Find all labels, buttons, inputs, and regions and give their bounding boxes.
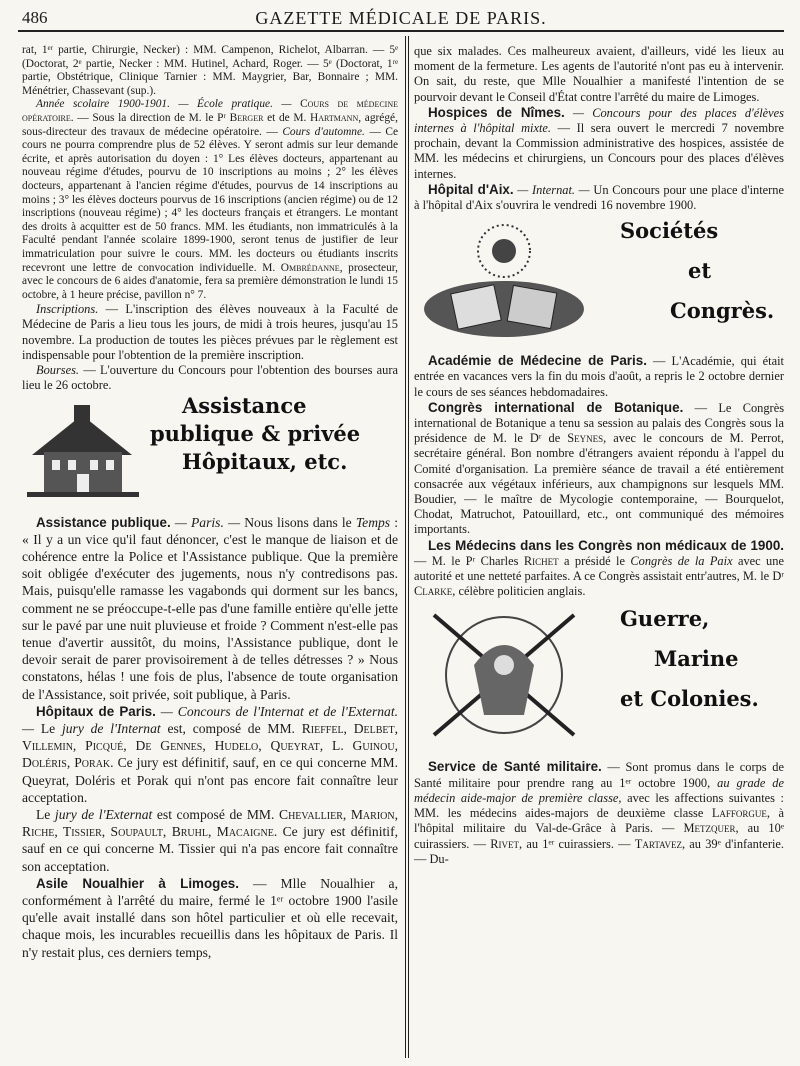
paragraph: Hôpital d'Aix. — Internat. — Un Concours pour une place d'interne à l'hôpital d'Aix s'ouvrira le vendredi 16 novembre 1900.: [414, 181, 784, 213]
paragraph: Service de Santé militaire. — Sont promus dans le corps de Santé militaire pour prendre rang au 1ᵉʳ octobre 1900, au grade de médecin aide-major de première classe, avec les affections suivantes : MM. les médecins aides-majors de deuxième classe Lafforgue, à l'hôpital militaire du Val-de-Grâce à Paris. — Metzquer, au 10ᵉ cuirassiers. — Rivet, au 1ᵉʳ cuirassiers. — Tartavez, au 39ᵉ d'infanterie. — Du-: [414, 759, 785, 866]
section-banner-assistance: [22, 392, 398, 510]
left-column: [22, 44, 398, 961]
paragraph: Asile Noualhier à Limoges. — Mlle Noualhier a, conformément à l'arrêté du maire, fermé le 1ᵉʳ octobre 1900 l'asile qu'elle avait installé dans son hôtel particulier et où elle recevait, chaque mois, les incurables recueillis dans les hôpitaux de Paris. Il n'y restait plus, ces derniers temps,: [22, 875, 398, 960]
paragraph: Assistance publique. — Paris. — Nous lisons dans le Temps : « Il y a un vice qu'il faut dénoncer, c'est le manque de liaison et de cohérence entre la Police et l'Assistance publique. Que la première soit obligée d'exécuter des jugements, nous n'y contredisons pas. Mais, puisqu'elle ramasse les vagabonds qui dorment sur les bancs, comment ne se préoccupe-t-elle pas d'une famille entière qu'elle jette sur le pavé par une nuit pluvieuse et froide ? Comment n'est-elle pas tenue d'avertir aussitôt, du moins, l'Assistance publique, dont le devoir serait de parer provisoirement à de telles détresses ? » Nous constatons, hélas ! une fois de plus, l'absence de toute organisation de l'Assistance, soit privée, soit publique, à Paris.: [22, 514, 398, 702]
paragraph: Le jury de l'Externat est composé de MM. Chevallier, Marion, Riche, Tissier, Soupault, Bruhl, Macaigne. Ce jury est définitif, sauf en ce qui concerne M. Tissier qui n'a pas encore fait connaître son acceptation.: [22, 806, 398, 874]
page-number: 486: [22, 8, 48, 27]
paragraph: Bourses. — L'ouverture du Concours pour l'obtention des bourses aura lieu le 26 octobre.: [22, 363, 398, 393]
column-rule: [408, 36, 409, 1058]
page-header: [18, 6, 784, 32]
paragraph: Hospices de Nîmes. — Concours pour des places d'élèves internes à l'hôpital mixte. — Il sera ouvert le mercredi 7 novembre prochain, devant la Commission administrative des hospices, assistée de MM. les médecins et chirurgiens, un Concours pour des places d'élèves internes.: [414, 104, 784, 181]
banner-title: publique & privée: [150, 420, 361, 446]
journal-title: GAZETTE MÉDICALE DE PARIS.: [255, 8, 547, 28]
column-rule: [405, 36, 406, 1058]
books-emblem-icon: [414, 219, 594, 347]
hospital-building-icon: [22, 400, 142, 500]
banner-title: Hôpitaux, etc.: [182, 448, 348, 474]
paragraph: Congrès international de Botanique. — Le Congrès international de Botanique a tenu sa session au palais des Congrès sous la présidence de M. le Dʳ de Seynes, avec le concours de M. Perrot, secrétaire général. Bon nombre d'étrangers avaient répondu à l'appel du Comité d'organisation. La première séance de travail a été entièrement consacrée aux végétaux inférieurs, aux champignons sur lesquels MM. Boudier, — le maître de Mycologie contemporaine, — Bourquelot, Chodat, Matruchot, Patouillard, etc., ont communiqué des mémoires importants.: [414, 399, 785, 537]
banner-title: Marine: [654, 646, 739, 672]
paragraph: Inscriptions. — L'inscription des élèves nouveaux à la Faculté de Médecine de Paris a lieu tous les jours, de midi à trois heures, jusqu'au 15 novembre. La production de toutes les pièces prévues par le règlement est indispensable pour l'obtention de la première inscription.: [22, 302, 398, 362]
section-banner-guerre: [414, 605, 784, 755]
paragraph: Hôpitaux de Paris. — Concours de l'Internat et de l'Externat. — Le jury de l'Internat est, composé de MM. Rieffel, Delbet, Villemin, Picqué, De Gennes, Hudelo, Queyrat, L. Guinou, Doléris, Porak. Ce jury est définitif, sauf, en ce qui concerne MM. Queyrat, Doléris et Porak qui n'ont pas encore fait connaître leur acceptation.: [22, 703, 399, 805]
military-trophy-icon: [414, 605, 604, 753]
banner-title: Assistance: [182, 392, 307, 418]
paragraph: Académie de Médecine de Paris. — L'Académie, qui était entrée en vacances vers la fin du mois d'août, a repris le 2 octobre dernier le cours de ses séances hebdomadaires.: [414, 353, 785, 399]
banner-title: Sociétés: [620, 218, 719, 244]
right-column: [414, 44, 784, 867]
banner-title: Congrès.: [670, 298, 775, 324]
section-banner-societes: [414, 219, 784, 349]
banner-title: Guerre,: [620, 606, 710, 632]
banner-title: et: [688, 258, 712, 284]
banner-title: et Colonies.: [620, 686, 759, 712]
paragraph: Année scolaire 1900-1901. — École pratique. — Cours de médecine opératoire. — Sous la direction de M. le Pʳ Berger et de M. Hartmann, agrégé, sous-directeur des travaux de médecine opératoire. — Cours d'automne. — Ce cours ne pourra comprendre plus de 52 élèves. Y seront admis sur leur demande écrite, et après autorisation du doyen : 1° Les élèves docteurs, appartenant au nouveau régime d'études, pourvu de 10 inscriptions au moins ; 2° les élèves docteurs, appartenant à l'ancien régime d'études, pourvus de 14 inscriptions au moins ; 3° les élèves docteurs pourvus de 16 inscriptions (ancien régime) ou de 12 inscriptions (nouveau régime) ; 4° les docteurs français et étrangers. Le montant des droits à acquitter est de 50 francs. MM. les étudiants, non immatriculés à la Faculté pendant l'année scolaire 1899-1900, seront tenus de justifier de leur immatriculation pour suivre le cours. MM. les docteurs ou étudiants inscrits recevront une lettre de convocation individuelle. M. Ombrédanne, prosecteur, avec le concours de 6 aides d'anatomie, fera sa première démonstration le lundi 15 octobre, à 1 heure précise, pavillon n° 7.: [22, 98, 398, 301]
paragraph: rat, 1ᵉʳ partie, Chirurgie, Necker) : MM. Campenon, Richelot, Albarran. — 5ᵉ (Doctorat, 2ᵉ partie, Necker : MM. Hutinel, Achard, Roger. — 5ᵉ (Doctorat, 1ʳᵉ partie, Obstétrique, Clinique Tarnier : MM. Maygrier, Bar, Bonnaire ; MM. Ménétrier, Chassevant (sup.).: [22, 44, 398, 97]
paragraph: Les Médecins dans les Congrès non médicaux de 1900. — M. le Pʳ Charles Richet a présidé le Congrès de la Paix avec une autorité et une netteté parfaites. A ce Congrès assistait entr'autres, M. le Dʳ Clarke, célèbre politicien anglais.: [414, 537, 784, 599]
paragraph: que six malades. Ces malheureux avaient, d'ailleurs, vidé les lieux au moment de la fermeture. Les agents de l'autorité n'ont pas eu à intervenir. On sait, du reste, que Mlle Noualhier a manifesté l'intention de se pourvoir devant le Conseil d'État contre l'arrêté du maire de Limoges.: [414, 44, 784, 104]
